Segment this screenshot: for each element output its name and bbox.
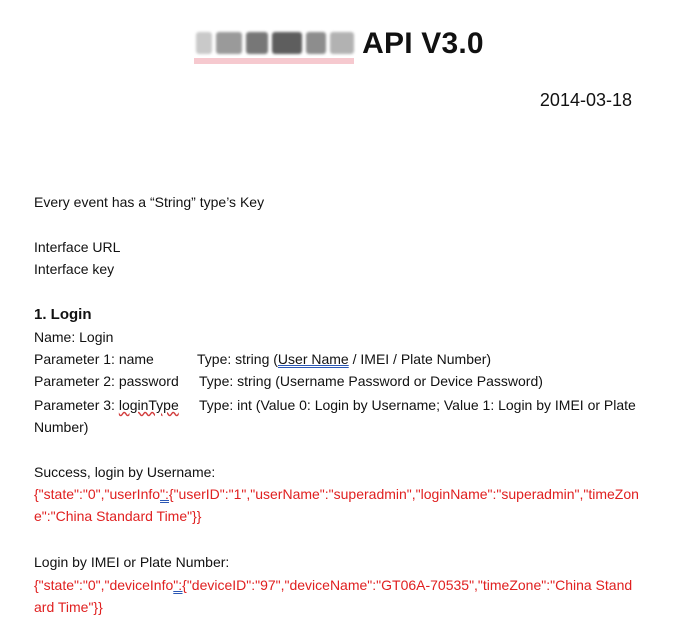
parameter-type: Type: string (Username Password or Device Password) [199, 373, 543, 389]
parameter-row [34, 348, 492, 370]
title-text: API V3.0 [362, 27, 484, 60]
redacted-product-name [194, 24, 356, 64]
document-title [0, 24, 678, 68]
success-username-label: Success, login by Username: [34, 464, 216, 480]
type-suffix: / IMEI / Plate Number) [348, 351, 492, 367]
document-date: 2014-03-18 [539, 90, 632, 110]
parameter-row [34, 394, 636, 416]
interface-url: Interface URL [34, 239, 121, 255]
json-part: {"state":"0","userInfo [34, 486, 161, 502]
section-heading-login: 1. Login [34, 306, 92, 323]
success-imei-label: Login by IMEI or Plate Number: [34, 554, 230, 570]
json-part: "deviceID":"97","deviceName":"GT06A-70535","timeZone":"China Standard Time"}} [34, 577, 633, 615]
grammar-flagged-text: ":{ [160, 486, 174, 502]
parameter-type [197, 348, 491, 370]
parameter-type-continued: Number) [34, 419, 89, 435]
success-imei-json [34, 574, 639, 618]
type-prefix: Type: string ( [197, 351, 278, 367]
json-part: "userID":"1","userName":"superadmin","loginName":"superadmin","timeZone":"China Standard Time"}} [34, 486, 639, 524]
spell-flagged-text: loginType [118, 397, 179, 413]
grammar-flagged-text: User Name [277, 351, 349, 367]
success-username-json [34, 483, 639, 527]
json-part: {"state":"0","deviceInfo [34, 577, 174, 593]
parameter-label-prefix: Parameter 3: [34, 397, 119, 413]
section-name: Name: Login [34, 329, 114, 345]
parameter-type: Type: int (Value 0: Login by Username; Value 1: Login by IMEI or Plate [199, 397, 636, 413]
parameter-row [34, 370, 543, 392]
grammar-flagged-text: ":{ [173, 577, 187, 593]
intro-text: Every event has a “String” type’s Key [34, 194, 265, 210]
parameter-label: Parameter 2: password [34, 373, 179, 389]
interface-key: Interface key [34, 261, 115, 277]
parameter-label: Parameter 1: name [34, 351, 154, 367]
